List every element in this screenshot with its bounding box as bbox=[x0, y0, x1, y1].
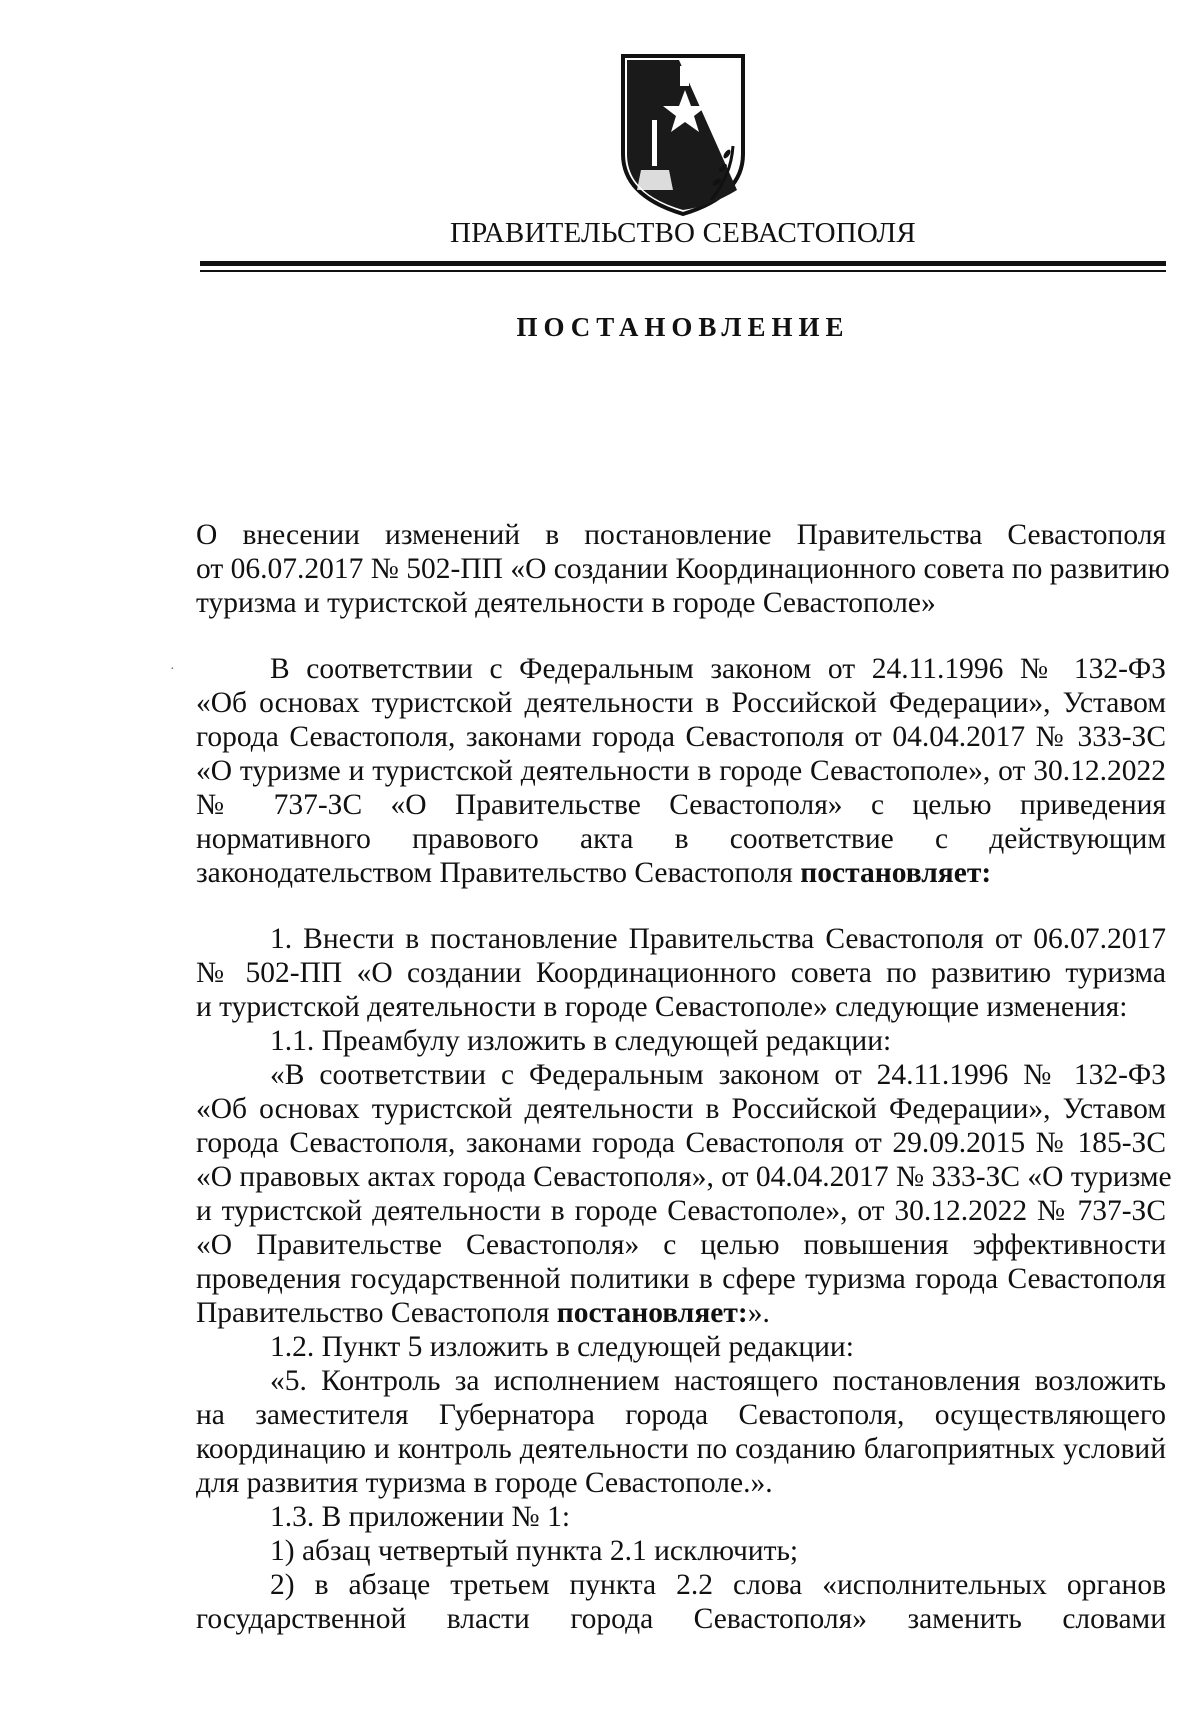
document-title-line: от 06.07.2017 № 502-ПП «О создании Координационного совета по развитию bbox=[196, 553, 1170, 585]
item-1-2: 1.2. Пункт 5 изложить в следующей редакции: bbox=[270, 1331, 854, 1363]
quote-1-line: «Об основах туристской деятельности в Российской Федерации», Уставом bbox=[196, 1093, 1166, 1125]
preamble-line: № 737-ЗС «О Правительстве Севастополя» с целью приведения bbox=[196, 789, 1166, 821]
quote-2-last-line: для развития туризма в городе Севастополе.». bbox=[196, 1467, 773, 1499]
header-divider-thin bbox=[200, 270, 1166, 272]
item-1-1: 1.1. Преамбулу изложить в следующей редакции: bbox=[270, 1025, 892, 1057]
quote-1-line: «В соответствии с Федеральным законом от 24.11.1996 № 132-ФЗ bbox=[270, 1059, 1166, 1091]
preamble-line: нормативного правового акта в соответствие с действующим bbox=[196, 823, 1166, 855]
subitem-1: 1) абзац четвертый пункта 2.1 исключить; bbox=[270, 1535, 799, 1567]
item-1-line: 1. Внести в постановление Правительства Севастополя от 06.07.2017 bbox=[270, 923, 1166, 955]
quote-2-line: координацию и контроль деятельности по созданию благоприятных условий bbox=[196, 1433, 1166, 1465]
organization-name: ПРАВИТЕЛЬСТВО СЕВАСТОПОЛЯ bbox=[450, 217, 916, 249]
quote-1-line: «О Правительстве Севастополя» с целью повышения эффективности bbox=[196, 1229, 1166, 1261]
quote-1-line: «О правовых актах города Севастополя», от 04.04.2017 № 333-ЗС «О туризме bbox=[196, 1161, 1172, 1193]
preamble-line: «О туризме и туристской деятельности в городе Севастополе», от 30.12.2022 bbox=[196, 755, 1166, 787]
header-divider-thick bbox=[200, 261, 1166, 266]
quote-1-line: города Севастополя, законами города Севастополя от 29.09.2015 № 185-ЗС bbox=[196, 1127, 1166, 1159]
scan-speck: · bbox=[170, 662, 175, 677]
document-title-line: туризма и туристской деятельности в городе Севастополе» bbox=[196, 587, 936, 619]
item-1-3: 1.3. В приложении № 1: bbox=[270, 1501, 571, 1533]
resolves-keyword: постановляет: bbox=[556, 1297, 748, 1329]
preamble-line: В соответствии с Федеральным законом от 24.11.1996 № 132-ФЗ bbox=[270, 653, 1166, 685]
preamble-text: законодательством Правительство Севастополя bbox=[196, 857, 801, 889]
subitem-2-line: государственной власти города Севастополя» заменить словами bbox=[196, 1603, 1166, 1635]
quote-1-close: ». bbox=[747, 1297, 770, 1329]
quote-2-line: «5. Контроль за исполнением настоящего постановления возложить bbox=[270, 1365, 1166, 1397]
resolves-keyword: постановляет: bbox=[800, 857, 992, 889]
quote-2-line: на заместителя Губернатора города Севастополя, осуществляющего bbox=[196, 1399, 1166, 1431]
item-1-line: № 502-ПП «О создании Координационного совета по развитию туризма bbox=[196, 957, 1166, 989]
document-type-heading: ПОСТАНОВЛЕНИЕ bbox=[516, 312, 850, 342]
preamble-last-line bbox=[196, 856, 1166, 890]
subitem-2-line: 2) в абзаце третьем пункта 2.2 слова «исполнительных органов bbox=[270, 1569, 1166, 1601]
item-1-line: и туристской деятельности в городе Севастополе» следующие изменения: bbox=[196, 991, 1128, 1023]
document-title-line: О внесении изменений в постановление Правительства Севастополя bbox=[196, 519, 1166, 551]
coat-of-arms-icon bbox=[619, 50, 747, 218]
quote-1-line: и туристской деятельности в городе Севастополе», от 30.12.2022 № 737-ЗС bbox=[196, 1195, 1166, 1227]
quote-1-text: Правительство Севастополя bbox=[196, 1297, 557, 1329]
preamble-line: «Об основах туристской деятельности в Российской Федерации», Уставом bbox=[196, 687, 1166, 719]
preamble-line: города Севастополя, законами города Севастополя от 04.04.2017 № 333-ЗС bbox=[196, 721, 1166, 753]
quote-1-last-line bbox=[196, 1296, 1166, 1330]
quote-1-line: проведения государственной политики в сфере туризма города Севастополя bbox=[196, 1263, 1166, 1295]
